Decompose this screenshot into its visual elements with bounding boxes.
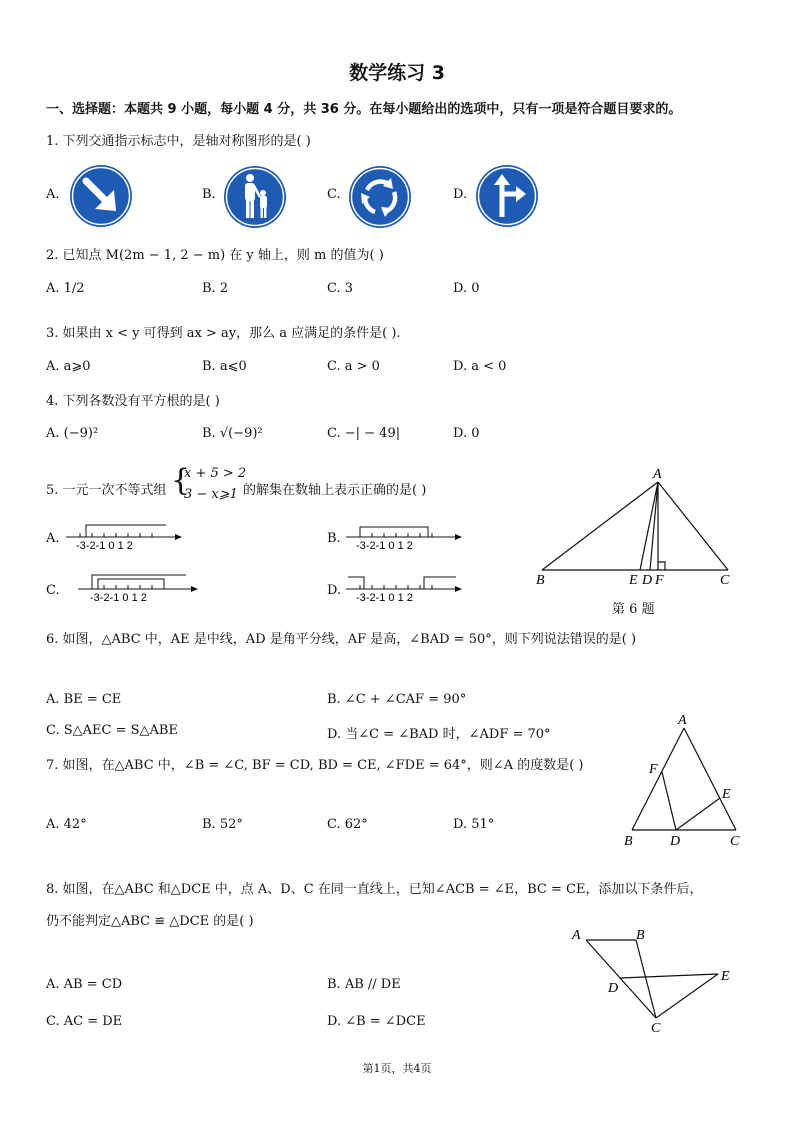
q5-stem-post: 的解集在数轴上表示正确的是( ) [243,483,427,498]
q2-stem: 2. 已知点 M(2m − 1, 2 − m) 在 y 轴上，则 m 的值为( ) [46,248,384,263]
q3-option-b: B. a⩽0 [202,359,247,374]
q5-b-tick-labels: -3-2-1 0 1 2 [356,540,413,552]
q6-label-f: F [655,573,664,588]
q7-label-f: F [649,762,658,777]
q8-label-e: E [721,969,730,984]
q6-figure-caption: 第 6 题 [612,602,655,617]
q6-label-e: E [629,573,638,588]
q5-number-line-b [346,518,466,552]
q5-label-b: B. [327,531,341,546]
q4-option-d: D. 0 [453,426,480,441]
q6-stem: 6. 如图，△ABC 中，AE 是中线，AD 是角平分线，AF 是高，∠BAD = 50°，则下列说法错误的是( ) [46,632,637,647]
q6-option-d: D. 当∠C = ∠BAD 时，∠ADF = 70° [327,727,551,742]
q6-option-b: B. ∠C + ∠CAF = 90° [327,692,467,707]
q2-option-d: D. 0 [453,281,480,296]
page-title: 数学练习 3 [349,62,445,84]
arrow-down-right-sign-icon [68,163,134,229]
q2-option-a: A. 1/2 [46,281,85,296]
q7-stem: 7. 如图，在△ABC 中，∠B = ∠C, BF = CD, BD = CE, ∠FDE = 64°，则∠A 的度数是( ) [46,758,584,773]
q6-label-d: D [642,573,653,588]
q5-system-line-1: x + 5 > 2 [184,466,247,481]
q1-label-d: D. [453,187,468,202]
q7-figure [618,710,748,850]
q5-number-line-a [66,518,186,552]
q2-option-b: B. 2 [202,281,229,296]
q5-label-c: C. [46,583,60,598]
q3-option-a: A. a⩾0 [46,359,91,374]
straight-or-right-sign-icon [474,163,540,229]
q6-label-a: A [653,467,662,482]
q4-stem: 4. 下列各数没有平方根的是( ) [46,394,220,409]
q6-label-b: B [536,573,545,588]
q2-option-c: C. 3 [327,281,354,296]
q1-stem: 1. 下列交通指示标志中，是轴对称图形的是( ) [46,134,311,149]
q5-stem-pre: 5. 一元一次不等式组 [46,483,167,498]
q6-option-c: C. S△AEC = S△ABE [46,723,178,738]
q5-label-d: D. [327,583,342,598]
q8-option-c: C. AC = DE [46,1014,123,1029]
q3-option-c: C. a > 0 [327,359,380,374]
q5-number-line-c [78,570,202,604]
q8-label-b: B [636,928,645,943]
q5-c-tick-labels: -3-2-1 0 1 2 [90,592,147,604]
q7-option-b: B. 52° [202,817,243,832]
q7-option-d: D. 51° [453,817,495,832]
q6-option-a: A. BE = CE [46,692,122,707]
q1-label-c: C. [327,187,341,202]
roundabout-sign-icon [347,164,413,230]
q7-option-a: A. 42° [46,817,87,832]
q5-system-line-2: 3 − x⩾1 [184,487,238,502]
q4-option-c: C. −| − 49| [327,426,401,441]
q8-label-d: D [608,981,619,996]
q5-d-tick-labels: -3-2-1 0 1 2 [356,592,413,604]
q8-figure [566,922,746,1038]
q7-label-e: E [722,787,731,802]
section-heading: 一、选择题：本题共 9 小题，每小题 4 分，共 36 分。在每小题给出的选项中，只有一项是符合题目要求的。 [46,102,682,117]
q8-stem-line-2: 仍不能判定△ABC ≌ △DCE 的是( ) [46,914,254,929]
q1-label-b: B. [202,187,216,202]
q6-label-c: C [720,573,730,588]
q8-option-a: A. AB = CD [46,977,123,992]
q5-label-a: A. [46,531,60,546]
page-footer: 第1页，共4页 [362,1062,432,1075]
q7-option-c: C. 62° [327,817,368,832]
q3-option-d: D. a < 0 [453,359,507,374]
pedestrian-parent-child-sign-icon [222,164,288,230]
q8-label-a: A [572,928,581,943]
q1-label-a: A. [46,187,60,202]
q4-option-b: B. √(−9)² [202,426,263,441]
q5-brace: { [171,463,191,498]
q8-stem-line-1: 8. 如图，在△ABC 和△DCE 中，点 A、D、C 在同一直线上，已知∠ACB = ∠E，BC = CE，添加以下条件后， [46,882,703,897]
q7-label-b: B [624,834,633,849]
q4-option-a: A. (−9)² [46,426,99,441]
q8-option-b: B. AB // DE [327,977,401,992]
q6-figure [532,462,742,590]
q3-stem: 3. 如果由 x < y 可得到 ax > ay，那么 a 应满足的条件是( ). [46,326,401,341]
q5-a-tick-labels: -3-2-1 0 1 2 [76,540,133,552]
q8-label-c: C [651,1021,661,1036]
q5-number-line-d [346,570,466,604]
q8-option-d: D. ∠B = ∠DCE [327,1014,426,1029]
q7-label-c: C [730,834,740,849]
q7-label-d: D [670,834,681,849]
q7-label-a: A [678,713,687,728]
